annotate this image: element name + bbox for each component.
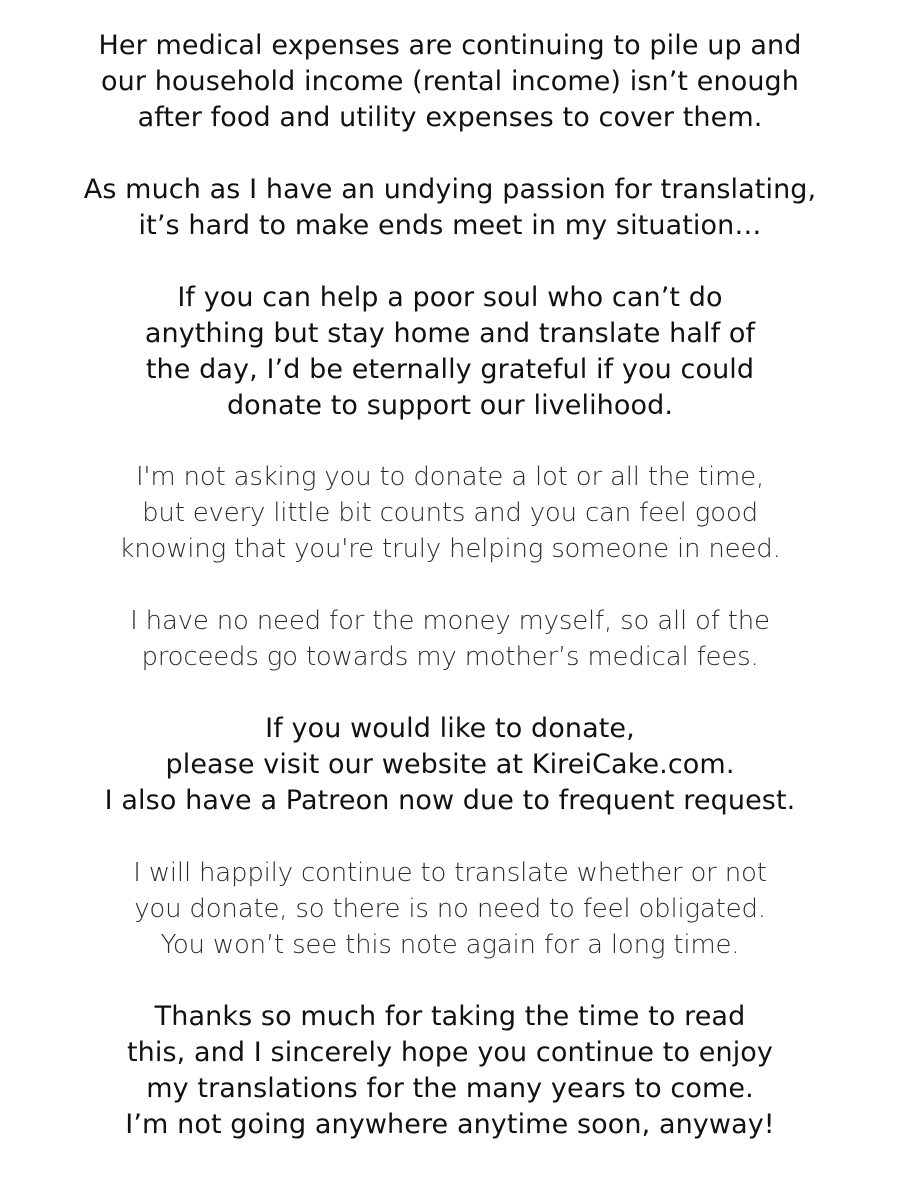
text-line: As much as I have an undying passion for translating, xyxy=(83,174,817,205)
paragraph-help-request xyxy=(0,280,900,424)
text-line: after food and utility expenses to cover them. xyxy=(137,102,763,133)
paragraph-medical-expenses xyxy=(0,28,900,136)
paragraph-thanks xyxy=(0,999,900,1143)
paragraph-not-asking xyxy=(0,459,900,567)
text-line: I will happily continue to translate whether or not xyxy=(133,858,767,888)
text-line: but every little bit counts and you can feel good xyxy=(142,498,758,528)
text-line: You won’t see this note again for a long time. xyxy=(160,930,740,960)
text-line: this, and I sincerely hope you continue to enjoy xyxy=(126,1037,774,1068)
text-line: Thanks so much for taking the time to read xyxy=(154,1001,746,1032)
text-line: my translations for the many years to come. xyxy=(146,1073,754,1104)
text-line: I’m not going anywhere anytime soon, anyway! xyxy=(125,1109,775,1140)
text-line: you donate, so there is no need to feel obligated. xyxy=(134,894,766,924)
text-line: I have no need for the money myself, so all of the xyxy=(130,606,770,636)
paragraph-donate-info xyxy=(0,711,900,819)
text-line: anything but stay home and translate half of xyxy=(144,318,756,349)
text-line: proceeds go towards my mother’s medical fees. xyxy=(141,642,759,672)
text-line: the day, I’d be eternally grateful if you could xyxy=(145,354,755,385)
text-line: If you would like to donate, xyxy=(265,713,635,744)
text-line: Her medical expenses are continuing to pile up and xyxy=(98,30,802,61)
text-line: I also have a Patreon now due to frequent request. xyxy=(104,785,796,816)
text-line: our household income (rental income) isn’t enough xyxy=(101,66,799,97)
paragraph-proceeds xyxy=(0,603,900,675)
text-line: knowing that you're truly helping someone in need. xyxy=(119,534,781,564)
text-line: it’s hard to make ends meet in my situation… xyxy=(138,210,762,241)
paragraph-passion xyxy=(0,172,900,244)
text-line: If you can help a poor soul who can’t do xyxy=(177,282,723,313)
text-line: donate to support our livelihood. xyxy=(226,390,674,421)
paragraph-no-obligation xyxy=(0,855,900,963)
text-line: I'm not asking you to donate a lot or all the time, xyxy=(135,462,765,492)
text-line: please visit our website at KireiCake.com. xyxy=(165,749,735,780)
